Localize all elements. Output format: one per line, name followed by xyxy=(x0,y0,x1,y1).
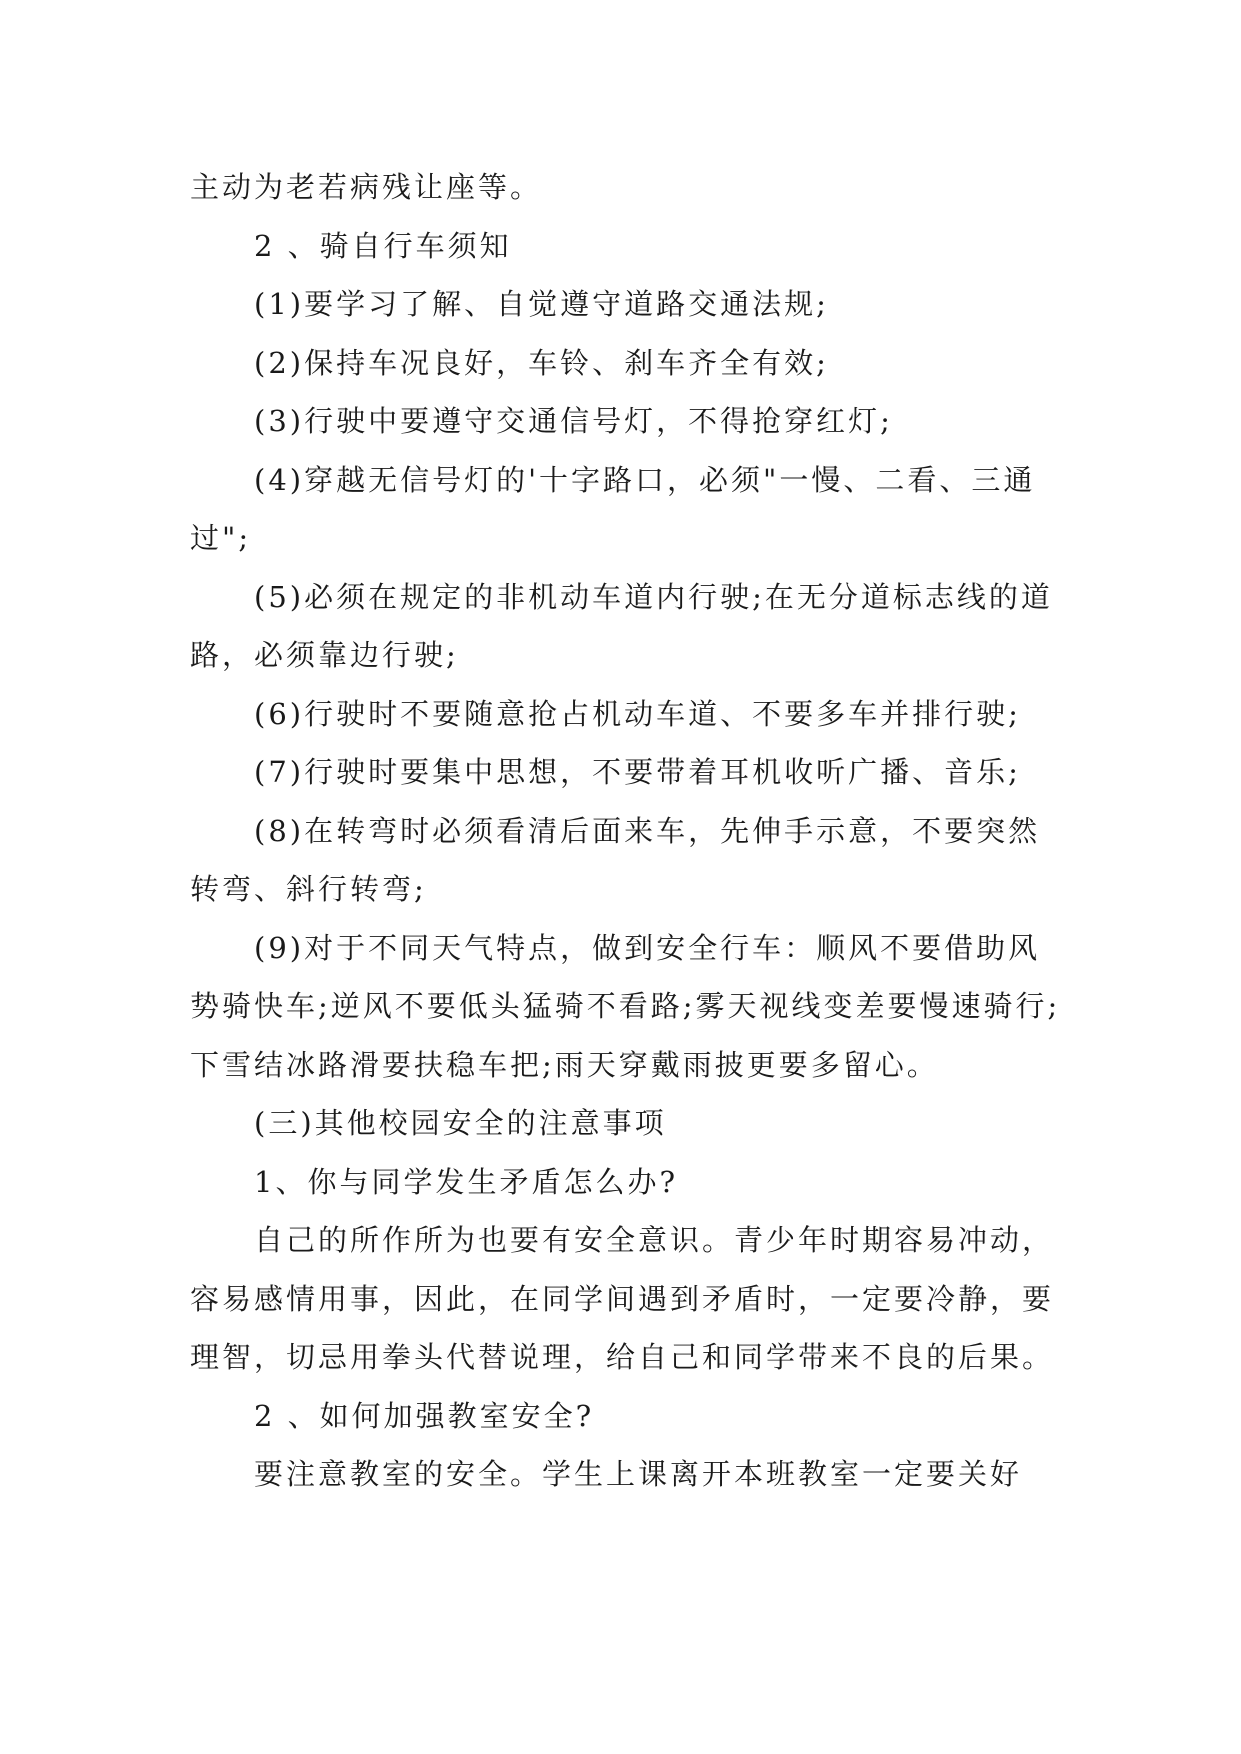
paragraph-7: (6)行驶时不要随意抢占机动车道、不要多车并排行驶; xyxy=(254,696,1021,731)
question-heading-1: 1、你与同学发生矛盾怎么办? xyxy=(254,1164,678,1199)
paragraph-6: (5)必须在规定的非机动车道内行驶;在无分道标志线的道路，必须靠边行驶; xyxy=(190,579,1053,672)
paragraph-1: 2 、骑自行车须知 xyxy=(254,228,512,263)
paragraph-9: (8)在转弯时必须看清后面来车，先伸手示意，不要突然转弯、斜行转弯; xyxy=(190,813,1041,906)
paragraph-15: 要注意教室的安全。学生上课离开本班教室一定要关好 xyxy=(254,1457,1023,1491)
section-heading: (三)其他校园安全的注意事项 xyxy=(254,1106,667,1140)
paragraph-8: (7)行驶时要集中思想，不要带着耳机收听广播、音乐; xyxy=(254,755,1021,789)
paragraph-5: (4)穿越无信号灯的'十字路口，必须"一慢、二看、三通过"; xyxy=(190,462,1036,555)
paragraph-10: (9)对于不同天气特点，做到安全行车：顺风不要借助风势骑快车;逆风不要低头猛骑不看路;雾天视线变差要慢速骑行;下雪结冰路滑要扶稳车把;雨天穿戴雨披更要多留心。 xyxy=(190,930,1061,1082)
document-body xyxy=(190,158,1070,1504)
paragraph-13: 自己的所作所为也要有安全意识。青少年时期容易冲动，容易感情用事，因此，在同学间遇到矛盾时，一定要冷静，要理智，切忌用拳头代替说理，给自己和同学带来不良的后果。 xyxy=(190,1223,1055,1374)
paragraph-2: (1)要学习了解、自觉遵守道路交通法规; xyxy=(254,287,829,321)
paragraph-0: 主动为老若病残让座等。 xyxy=(190,170,543,204)
question-heading-2: 2 、如何加强教室安全? xyxy=(254,1398,595,1433)
paragraph-4: (3)行驶中要遵守交通信号灯，不得抢穿红灯; xyxy=(254,404,893,438)
paragraph-3: (2)保持车况良好，车铃、刹车齐全有效; xyxy=(254,345,829,380)
